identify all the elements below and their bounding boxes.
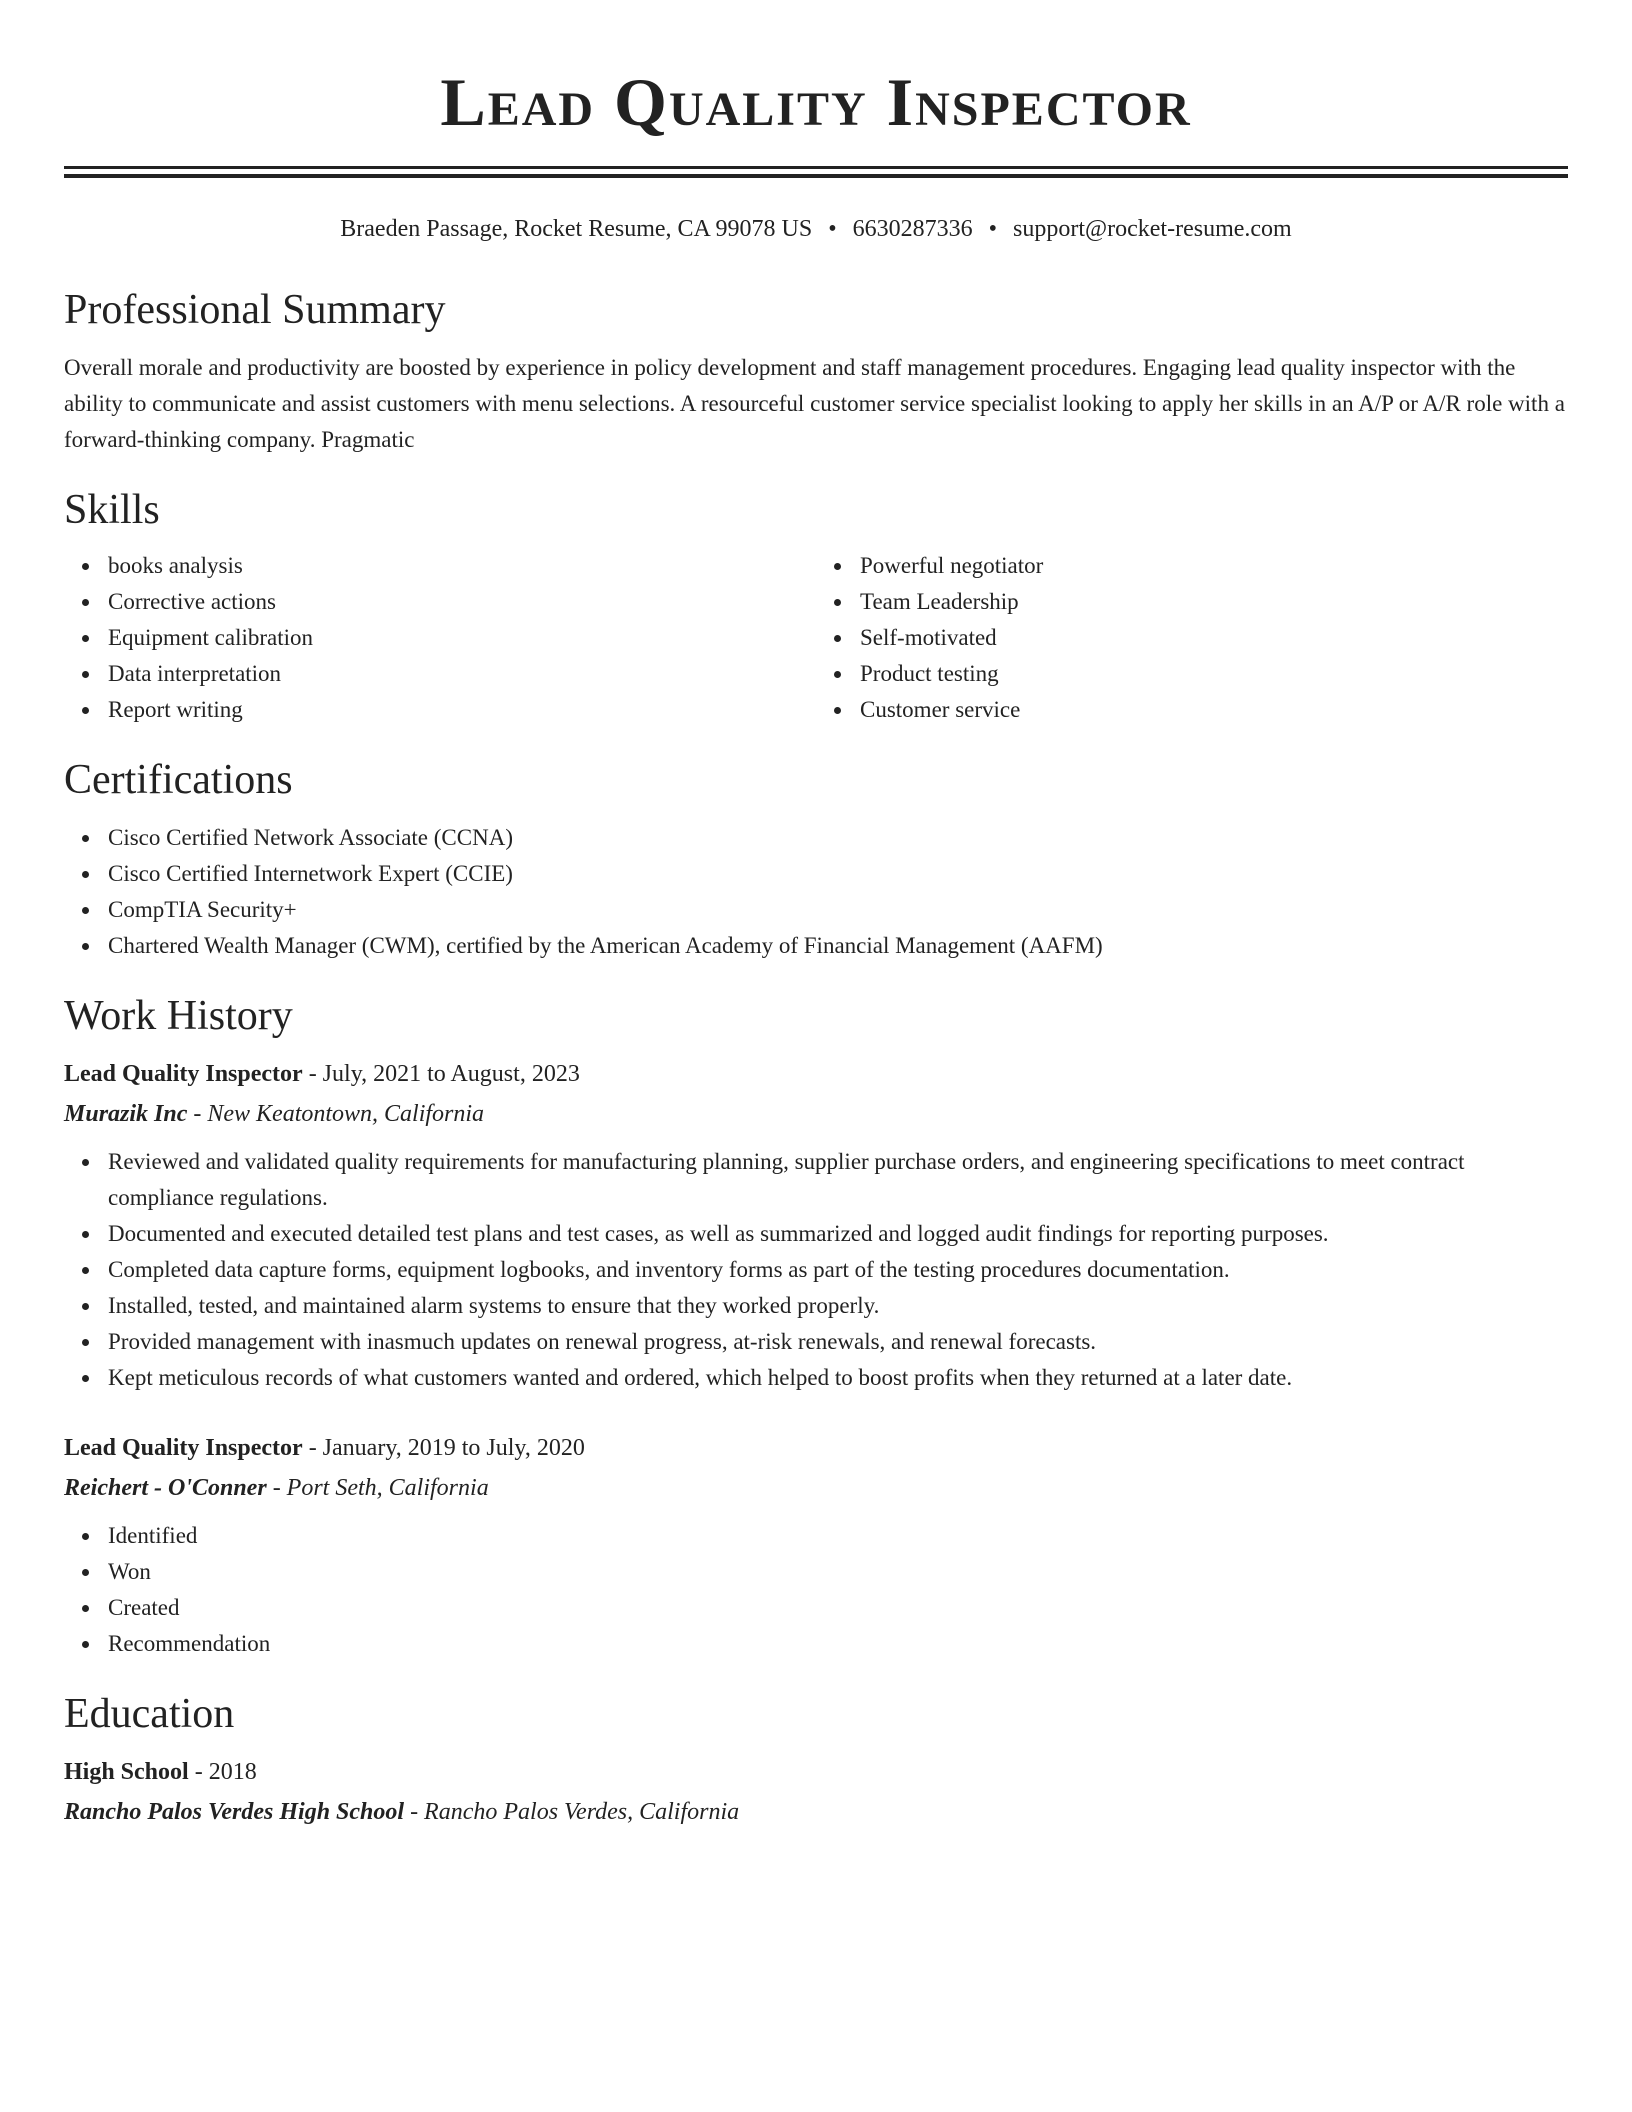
job-company: Murazik Inc	[64, 1101, 188, 1127]
list-item: Recommendation	[108, 1626, 1568, 1662]
list-item: Reviewed and validated quality requirements for manufacturing planning, supplier purchase orders, and engineering specifications to meet contract compliance regulations.	[108, 1144, 1568, 1216]
contact-address: Braeden Passage, Rocket Resume, CA 99078 US	[340, 216, 813, 242]
education-year: - 2018	[188, 1759, 257, 1785]
title-double-rule	[64, 166, 1568, 178]
skills-list-right	[816, 548, 1568, 728]
job-location: - New Keatontown, California	[187, 1101, 485, 1127]
job-title: Lead Quality Inspector	[64, 1435, 303, 1461]
contact-line	[64, 214, 1568, 244]
section-heading-education: Education	[64, 1691, 235, 1737]
list-item: Equipment calibration	[108, 620, 816, 656]
list-item: Provided management with inasmuch updates on renewal progress, at-risk renewals, and renewal forecasts.	[108, 1324, 1568, 1360]
contact-separator: •	[988, 216, 998, 242]
job-entry	[64, 1428, 1568, 1662]
contact-email: support@rocket-resume.com	[1013, 216, 1292, 242]
section-heading-summary: Professional Summary	[64, 287, 446, 333]
list-item: Self-motivated	[860, 620, 1568, 656]
job-title: Lead Quality Inspector	[64, 1061, 303, 1087]
job-company-line	[64, 1094, 1568, 1134]
list-item: Corrective actions	[108, 584, 816, 620]
list-item: CompTIA Security+	[108, 892, 1568, 928]
job-dates: - July, 2021 to August, 2023	[302, 1061, 580, 1087]
resume-title: Lead Quality Inspector	[440, 64, 1192, 140]
contact-phone: 6630287336	[852, 216, 973, 242]
list-item: Team Leadership	[860, 584, 1568, 620]
list-item: Completed data capture forms, equipment logbooks, and inventory forms as part of the testing procedures documentation.	[108, 1252, 1568, 1288]
section-heading-work-history: Work History	[64, 993, 293, 1039]
list-item: Chartered Wealth Manager (CWM), certified by the American Academy of Financial Management (AAFM)	[108, 928, 1568, 964]
certifications-list	[64, 820, 1568, 964]
section-heading-skills: Skills	[64, 487, 160, 533]
job-bullets	[64, 1518, 1568, 1662]
job-dates: - January, 2019 to July, 2020	[302, 1435, 585, 1461]
skills-columns	[64, 548, 1568, 728]
education-school: Rancho Palos Verdes High School	[64, 1799, 405, 1825]
skills-list-left	[64, 548, 816, 728]
resume-page	[64, 0, 1568, 1832]
education-degree: High School	[64, 1759, 189, 1785]
education-school-line	[64, 1792, 1568, 1832]
list-item: Data interpretation	[108, 656, 816, 692]
job-title-line	[64, 1054, 1568, 1094]
list-item: Installed, tested, and maintained alarm systems to ensure that they worked properly.	[108, 1288, 1568, 1324]
list-item: Customer service	[860, 692, 1568, 728]
education-location: - Rancho Palos Verdes, California	[404, 1799, 740, 1825]
list-item: Cisco Certified Internetwork Expert (CCIE)	[108, 856, 1568, 892]
job-company-line	[64, 1468, 1568, 1508]
job-company: Reichert - O'Conner	[64, 1475, 267, 1501]
job-entry	[64, 1054, 1568, 1396]
list-item: Product testing	[860, 656, 1568, 692]
list-item: Kept meticulous records of what customers wanted and ordered, which helped to boost profits when they returned at a later date.	[108, 1360, 1568, 1396]
list-item: Report writing	[108, 692, 816, 728]
summary-text: Overall morale and productivity are boosted by experience in policy development and staff management procedures. Engaging lead quality inspector with the ability to communicate and assist customers with menu selections. A resourceful customer service specialist looking to apply her skills in an A/P or A/R role with a forward-thinking company. Pragmatic	[64, 355, 1565, 452]
list-item: Documented and executed detailed test plans and test cases, as well as summarized and logged audit findings for reporting purposes.	[108, 1216, 1568, 1252]
job-location: - Port Seth, California	[266, 1475, 489, 1501]
education-degree-line	[64, 1752, 1568, 1792]
list-item: Created	[108, 1590, 1568, 1626]
list-item: books analysis	[108, 548, 816, 584]
contact-separator: •	[828, 216, 837, 242]
list-item: Powerful negotiator	[860, 548, 1568, 584]
list-item: Won	[108, 1554, 1568, 1590]
list-item: Cisco Certified Network Associate (CCNA)	[108, 820, 1568, 856]
education-entry	[64, 1752, 1568, 1832]
list-item: Identified	[108, 1518, 1568, 1554]
job-title-line	[64, 1428, 1568, 1468]
section-heading-certifications: Certifications	[64, 757, 293, 803]
job-bullets	[64, 1144, 1568, 1396]
